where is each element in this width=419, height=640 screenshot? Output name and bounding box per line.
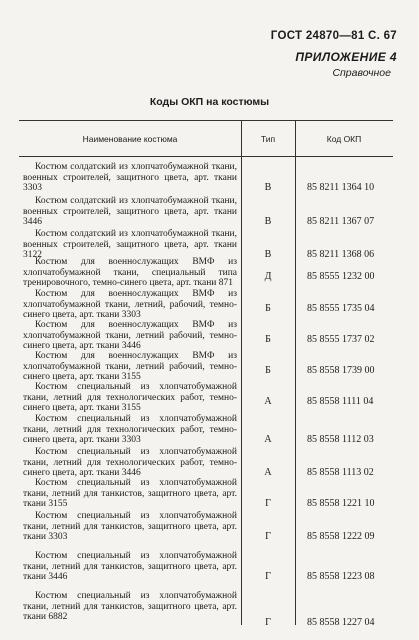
column-divider	[295, 120, 296, 625]
suit-type: В	[264, 182, 272, 193]
appendix-type: Справочное	[332, 67, 391, 79]
okp-code: 85 8558 1223 08	[307, 571, 375, 582]
suit-name: Костюм для военнослужащих ВМФ из хлопчатобумажной ткани, летний, рабочий, темно-синего цвета, арт. ткани 3303	[23, 289, 237, 321]
okp-code: 85 8558 1111 04	[307, 396, 374, 407]
suit-name: Костюм для военнослужащих ВМФ из хлопчатобумажной ткани, летний рабочий, темно-синего цвета, арт. ткани 3446	[23, 320, 237, 352]
standard-number: ГОСТ 24870—81 С. 67	[270, 30, 397, 42]
table-header-rule	[19, 156, 393, 157]
suit-name: Костюм солдатский из хлопчатобумажной ткани, военных строителей, защитного цвета, арт. ткани 3446	[23, 196, 237, 228]
okp-code: 85 8558 1221 10	[307, 498, 375, 509]
column-header-type: Тип	[260, 134, 276, 144]
suit-name: Костюм специальный из хлопчатобумажной ткани, летний для технологических работ, темно-синего цвета, арт. ткани 3303	[23, 414, 237, 446]
suit-type: В	[264, 216, 272, 227]
okp-code: 85 8558 1222 09	[307, 531, 375, 542]
suit-type: Д	[264, 271, 272, 282]
suit-name: Костюм солдатский из хлопчатобумажной ткани, военных строителей, защитного цвета, арт. ткани 3303	[23, 162, 237, 194]
okp-code: 85 8555 1232 00	[307, 271, 375, 282]
suit-name: Костюм специальный из хлопчатобумажной ткани, летний для танкистов, защитного цвета, арт. ткани 3446	[23, 551, 237, 583]
suit-type: Г	[265, 498, 271, 509]
okp-code: 85 8558 1739 00	[307, 365, 375, 376]
suit-type: В	[264, 249, 272, 260]
okp-code: 85 8211 1368 06	[307, 249, 375, 260]
appendix-title: ПРИЛОЖЕНИЕ 4	[295, 50, 397, 64]
okp-code: 85 8555 1735 04	[307, 303, 375, 314]
table-top-rule	[19, 120, 393, 121]
suit-type: Г	[265, 617, 271, 628]
suit-type: Б	[265, 334, 271, 345]
okp-code: 85 8558 1112 03	[307, 434, 374, 445]
suit-name: Костюм солдатский из хлопчатобумажной ткани, военных строителей, защитного цвета, арт. ткани 3122	[23, 229, 237, 261]
suit-type: Б	[265, 303, 271, 314]
suit-name: Костюм для военнослужащих ВМФ из хлопчатобумажной ткани, летний рабочий, темно-синего цвета, арт. ткани 3155	[23, 351, 237, 383]
suit-name: Костюм специальный из хлопчатобумажной ткани, летний для танкистов, защитного цвета, арт. ткани 3155	[23, 478, 237, 510]
suit-type: А	[264, 434, 272, 445]
suit-type: А	[264, 396, 272, 407]
suit-name: Костюм специальный из хлопчатобумажной ткани, летний для технологических работ, темно-синего цвета, арт. ткани 3155	[23, 382, 237, 414]
okp-code: 85 8211 1364 10	[307, 182, 375, 193]
page-title: Коды ОКП на костюмы	[149, 96, 270, 108]
suit-name: Костюм специальный из хлопчатобумажной ткани, летний для танкистов, защитного цвета, арт. ткани 3303	[23, 511, 237, 543]
okp-code: 85 8558 1227 04	[307, 617, 375, 628]
suit-type: Б	[265, 365, 271, 376]
suit-name: Костюм специальный из хлопчатобумажной ткани, летний для технологических работ, темно-синего цвета, арт. ткани 3446	[23, 447, 237, 479]
suit-type: Г	[265, 571, 271, 582]
column-header-code: Код ОКП	[326, 134, 362, 144]
suit-name: Костюм для военнослужащих ВМФ из хлопчатобумажной ткани, специальный типа тренировочного, темно-синего цвета, арт. ткани 871	[23, 257, 237, 289]
column-header-name: Наименование костюма	[82, 134, 178, 144]
okp-code: 85 8555 1737 02	[307, 334, 375, 345]
suit-type: А	[264, 467, 272, 478]
okp-codes-table	[19, 120, 393, 628]
okp-code: 85 8558 1113 02	[307, 467, 374, 478]
okp-code: 85 8211 1367 07	[307, 216, 375, 227]
suit-name: Костюм специальный из хлопчатобумажной ткани, летний для танкистов, защитного цвета, арт. ткани 6882	[23, 591, 237, 623]
suit-type: Г	[265, 531, 271, 542]
